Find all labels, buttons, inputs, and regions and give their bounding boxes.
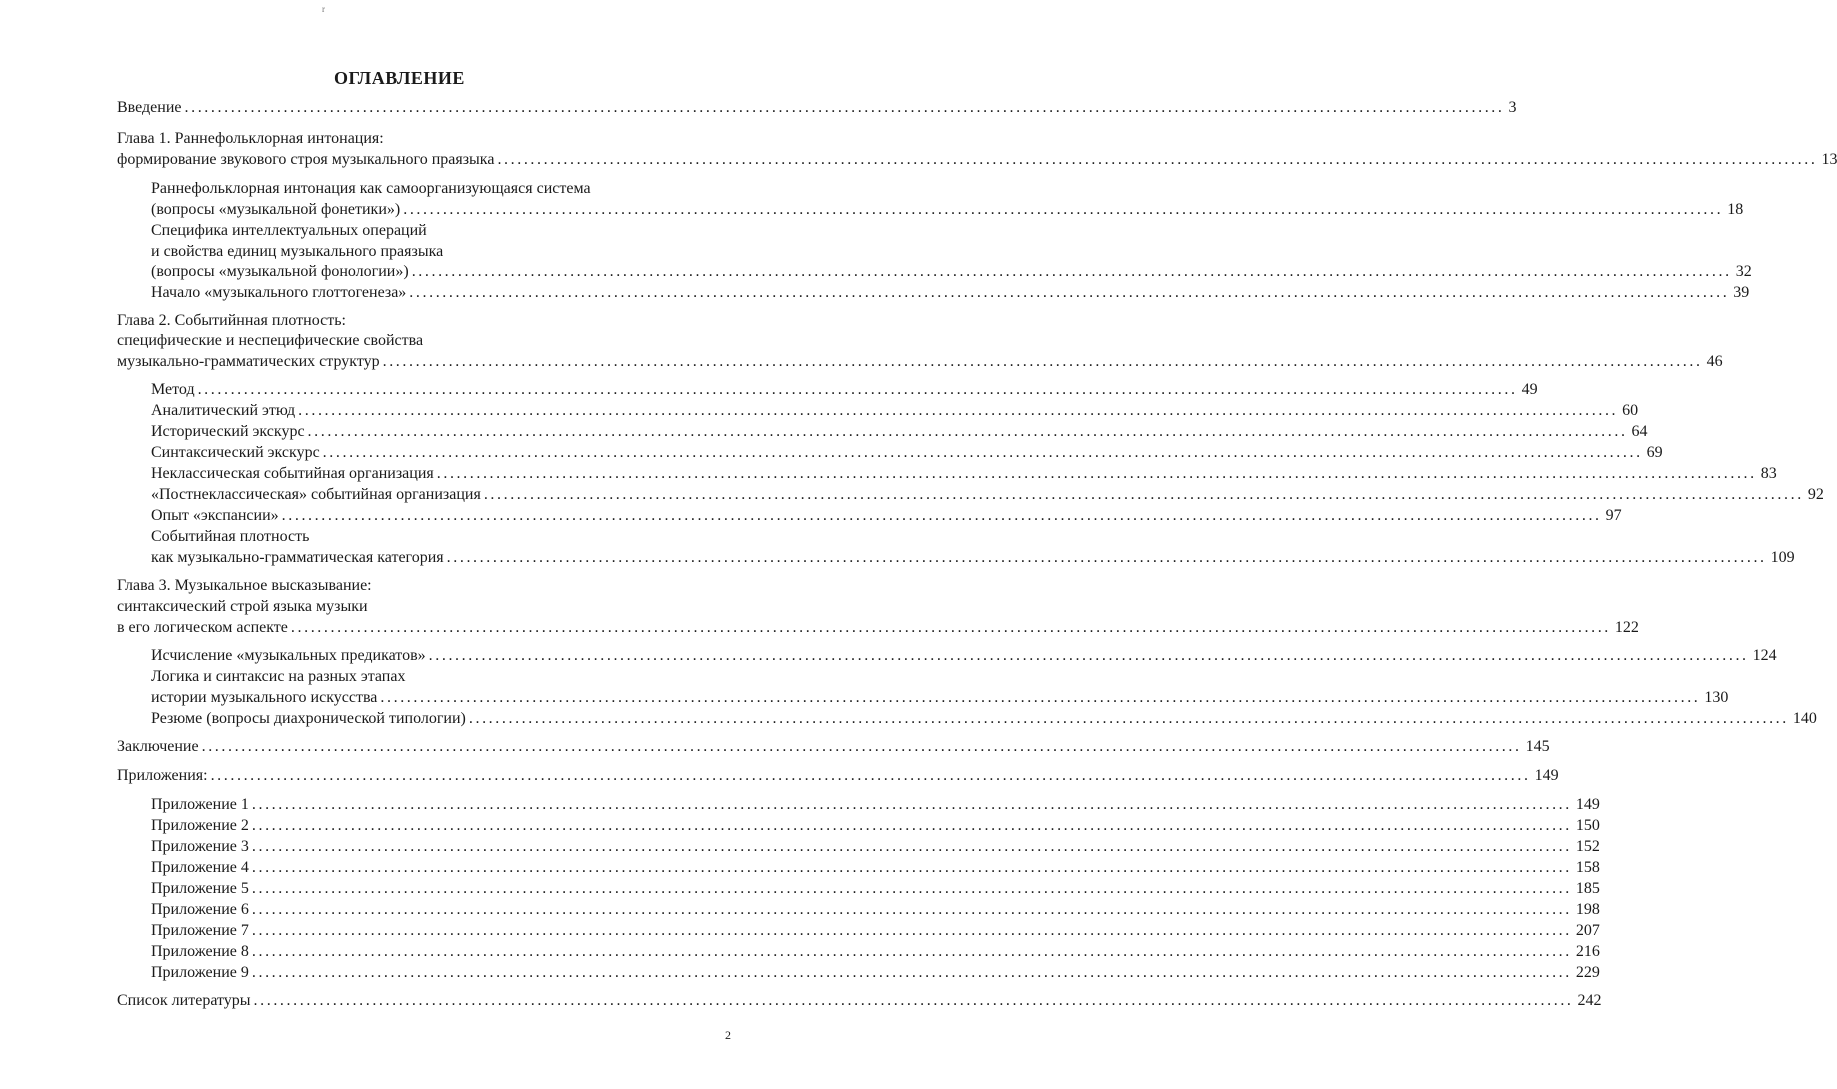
dot-leader: ........................................................................................................................................................................................................ — [210, 767, 1531, 784]
toc-entry-page: 18 — [1727, 201, 1744, 218]
toc-entry-title: Приложение 3 — [151, 838, 249, 855]
toc-entry-appendix[interactable] — [151, 836, 1600, 857]
chapter-3-heading-line-1: Глава 3. Музыкальное высказывание: — [117, 577, 372, 594]
dot-leader: ........................................................................................................................................................................................................ — [298, 402, 1619, 419]
toc-entry-page: 185 — [1575, 880, 1600, 897]
toc-entry-page: 122 — [1614, 619, 1639, 636]
toc-entry-chapter-3[interactable] — [117, 617, 1639, 638]
dot-leader: ........................................................................................................................................................................................................ — [483, 486, 1804, 503]
toc-entry-page: 207 — [1575, 922, 1600, 939]
toc-entry-page: 149 — [1575, 796, 1600, 813]
dot-leader: ........................................................................................................................................................................................................ — [251, 880, 1572, 897]
section-heading-line: Раннефольклорная интонация как самоорганизующаяся система — [151, 180, 591, 197]
toc-entry-page: 145 — [1525, 738, 1550, 755]
toc-entry-page: 13 — [1821, 151, 1837, 168]
dot-leader: ........................................................................................................................................................................................................ — [251, 859, 1572, 876]
toc-entry-page: 39 — [1733, 284, 1750, 301]
toc-entry-title: Приложение 9 — [151, 964, 249, 981]
toc-entry-section[interactable] — [151, 379, 1538, 400]
dot-leader: ........................................................................................................................................................................................................ — [253, 992, 1574, 1009]
dot-leader: ........................................................................................................................................................................................................ — [307, 423, 1628, 440]
toc-entry-section[interactable] — [151, 400, 1639, 421]
toc-entry-page: 64 — [1631, 423, 1648, 440]
toc-entry-appendix[interactable] — [151, 899, 1600, 920]
toc-entry-page: 140 — [1792, 710, 1817, 727]
chapter-2-heading-line-1: Глава 2. Событийнная плотность: — [117, 312, 346, 329]
toc-entry-page: 229 — [1575, 964, 1600, 981]
dot-leader: ........................................................................................................................................................................................................ — [201, 738, 1522, 755]
dot-leader: ........................................................................................................................................................................................................ — [251, 922, 1572, 939]
toc-entry-title: Приложение 6 — [151, 901, 249, 918]
toc-entry-title: музыкально-грамматических структур — [117, 353, 380, 370]
toc-entry-title: Приложение 7 — [151, 922, 249, 939]
toc-entry-page: 109 — [1770, 549, 1795, 566]
toc-entry-page: 83 — [1760, 465, 1777, 482]
toc-entry-section[interactable] — [151, 463, 1777, 484]
toc-entry-section[interactable] — [151, 421, 1648, 442]
toc-entry-title: в его логическом аспекте — [117, 619, 288, 636]
section-heading-line: Событийная плотность — [151, 528, 310, 545]
toc-entry-appendix[interactable] — [151, 878, 1600, 899]
toc-entry-section[interactable] — [151, 484, 1824, 505]
toc-entry-title: Приложение 1 — [151, 796, 249, 813]
section-heading-line: Специфика интеллектуальных операций — [151, 222, 427, 239]
chapter-1-heading-line-1: Глава 1. Раннефольклорная интонация: — [117, 130, 384, 147]
toc-entry-chapter-1[interactable] — [117, 149, 1837, 170]
toc-entry-title: Аналитический этюд — [151, 402, 296, 419]
dot-leader: ........................................................................................................................................................................................................ — [428, 647, 1749, 664]
toc-entry-title: Приложение 5 — [151, 880, 249, 897]
toc-entry-page: 69 — [1646, 444, 1663, 461]
toc-entry-section[interactable] — [151, 547, 1795, 568]
chapter-2-heading-line-2: специфические и неспецифические свойства — [117, 332, 424, 349]
toc-entry-title: Исчисление «музыкальных предикатов» — [151, 647, 426, 664]
toc-entry-page: 124 — [1752, 647, 1777, 664]
toc-entry-appendix[interactable] — [151, 962, 1600, 983]
toc-entry-page: 216 — [1575, 943, 1600, 960]
toc-entry-page: 3 — [1508, 99, 1517, 116]
dot-leader: ........................................................................................................................................................................................................ — [409, 284, 1730, 301]
toc-entry-title: «Постнеклассическая» событийная организация — [151, 486, 481, 503]
dot-leader: ........................................................................................................................................................................................................ — [290, 619, 1611, 636]
toc-entry-page: 46 — [1706, 353, 1723, 370]
dot-leader: ........................................................................................................................................................................................................ — [281, 507, 1602, 524]
toc-entry-title: Введение — [117, 99, 182, 116]
toc-entry-section[interactable] — [151, 687, 1729, 708]
dot-leader: ........................................................................................................................................................................................................ — [411, 263, 1732, 280]
toc-entry-bibliography[interactable] — [117, 990, 1602, 1011]
toc-entry-page: 92 — [1807, 486, 1824, 503]
dot-leader: ........................................................................................................................................................................................................ — [322, 444, 1643, 461]
toc-entry-title: Метод — [151, 381, 195, 398]
toc-entry-appendix[interactable] — [151, 920, 1600, 941]
dot-leader: ........................................................................................................................................................................................................ — [197, 381, 1518, 398]
dot-leader: ........................................................................................................................................................................................................ — [251, 964, 1572, 981]
dot-leader: ........................................................................................................................................................................................................ — [436, 465, 1757, 482]
toc-entry-title: Список литературы — [117, 992, 251, 1009]
toc-entry-section[interactable] — [151, 261, 1752, 282]
dot-leader: ........................................................................................................................................................................................................ — [382, 353, 1703, 370]
dot-leader: ........................................................................................................................................................................................................ — [403, 201, 1724, 218]
toc-entry-title: Начало «музыкального глоттогенеза» — [151, 284, 407, 301]
section-heading-line: Логика и синтаксис на разных этапах — [151, 668, 406, 685]
toc-entry-section[interactable] — [151, 708, 1817, 729]
page-number: 2 — [725, 1028, 731, 1042]
dot-leader: ........................................................................................................................................................................................................ — [446, 549, 1767, 566]
toc-entry-title: Синтаксический экскурс — [151, 444, 320, 461]
section-heading-line: и свойства единиц музыкального праязыка — [151, 243, 444, 260]
dot-leader: ........................................................................................................................................................................................................ — [184, 99, 1505, 116]
toc-entry-title: Неклассическая событийная организация — [151, 465, 434, 482]
dot-leader: ........................................................................................................................................................................................................ — [380, 689, 1701, 706]
toc-entry-title: истории музыкального искусства — [151, 689, 378, 706]
toc-entry-appendix[interactable] — [151, 815, 1600, 836]
toc-entry-appendix[interactable] — [151, 794, 1600, 815]
dot-leader: ........................................................................................................................................................................................................ — [497, 151, 1818, 168]
toc-entry-conclusion[interactable] — [117, 736, 1550, 757]
toc-entry-title: Приложение 8 — [151, 943, 249, 960]
toc-entry-page: 242 — [1577, 992, 1602, 1009]
dot-leader: ........................................................................................................................................................................................................ — [251, 901, 1572, 918]
toc-entry-title: формирование звукового строя музыкального праязыка — [117, 151, 495, 168]
dot-leader: ........................................................................................................................................................................................................ — [251, 817, 1572, 834]
toc-entry-appendix[interactable] — [151, 941, 1600, 962]
toc-entry-section[interactable] — [151, 505, 1622, 526]
toc-entry-title: Заключение — [117, 738, 199, 755]
toc-entry-page: 49 — [1521, 381, 1538, 398]
chapter-3-heading-line-2: синтаксический строй языка музыки — [117, 598, 368, 615]
toc-entry-appendix[interactable] — [151, 857, 1600, 878]
toc-entry-title: (вопросы «музыкальной фонологии») — [151, 263, 409, 280]
toc-entry-section[interactable] — [151, 282, 1750, 303]
toc-entry-section[interactable] — [151, 645, 1777, 666]
toc-entry-title: как музыкально-грамматическая категория — [151, 549, 444, 566]
dot-leader: ........................................................................................................................................................................................................ — [251, 943, 1572, 960]
toc-entry-intro[interactable] — [117, 97, 1517, 118]
toc-entry-page: 149 — [1534, 767, 1559, 784]
toc-entry-page: 130 — [1704, 689, 1729, 706]
toc-entry-page: 158 — [1575, 859, 1600, 876]
toc-entry-title: Приложение 2 — [151, 817, 249, 834]
page-title: ОГЛАВЛЕНИЕ — [334, 68, 465, 88]
toc-entry-title: Приложение 4 — [151, 859, 249, 876]
toc-entry-section[interactable] — [151, 199, 1744, 220]
toc-entry-title: Резюме (вопросы диахронической типологии) — [151, 710, 466, 727]
toc-entry-page: 152 — [1575, 838, 1600, 855]
toc-entry-title: Опыт «экспансии» — [151, 507, 279, 524]
toc-entry-chapter-2[interactable] — [117, 351, 1723, 372]
scan-speck: r — [322, 4, 325, 14]
toc-entry-page: 60 — [1622, 402, 1639, 419]
dot-leader: ........................................................................................................................................................................................................ — [251, 796, 1572, 813]
toc-entry-page: 198 — [1575, 901, 1600, 918]
dot-leader: ........................................................................................................................................................................................................ — [468, 710, 1789, 727]
toc-entry-title: Исторический экскурс — [151, 423, 305, 440]
toc-entry-title: (вопросы «музыкальной фонетики») — [151, 201, 401, 218]
toc-entry-appendices[interactable] — [117, 765, 1559, 786]
toc-entry-title: Приложения: — [117, 767, 208, 784]
toc-entry-page: 97 — [1605, 507, 1622, 524]
toc-entry-page: 32 — [1735, 263, 1752, 280]
toc-entry-section[interactable] — [151, 442, 1663, 463]
toc-entry-page: 150 — [1575, 817, 1600, 834]
dot-leader: ........................................................................................................................................................................................................ — [251, 838, 1572, 855]
